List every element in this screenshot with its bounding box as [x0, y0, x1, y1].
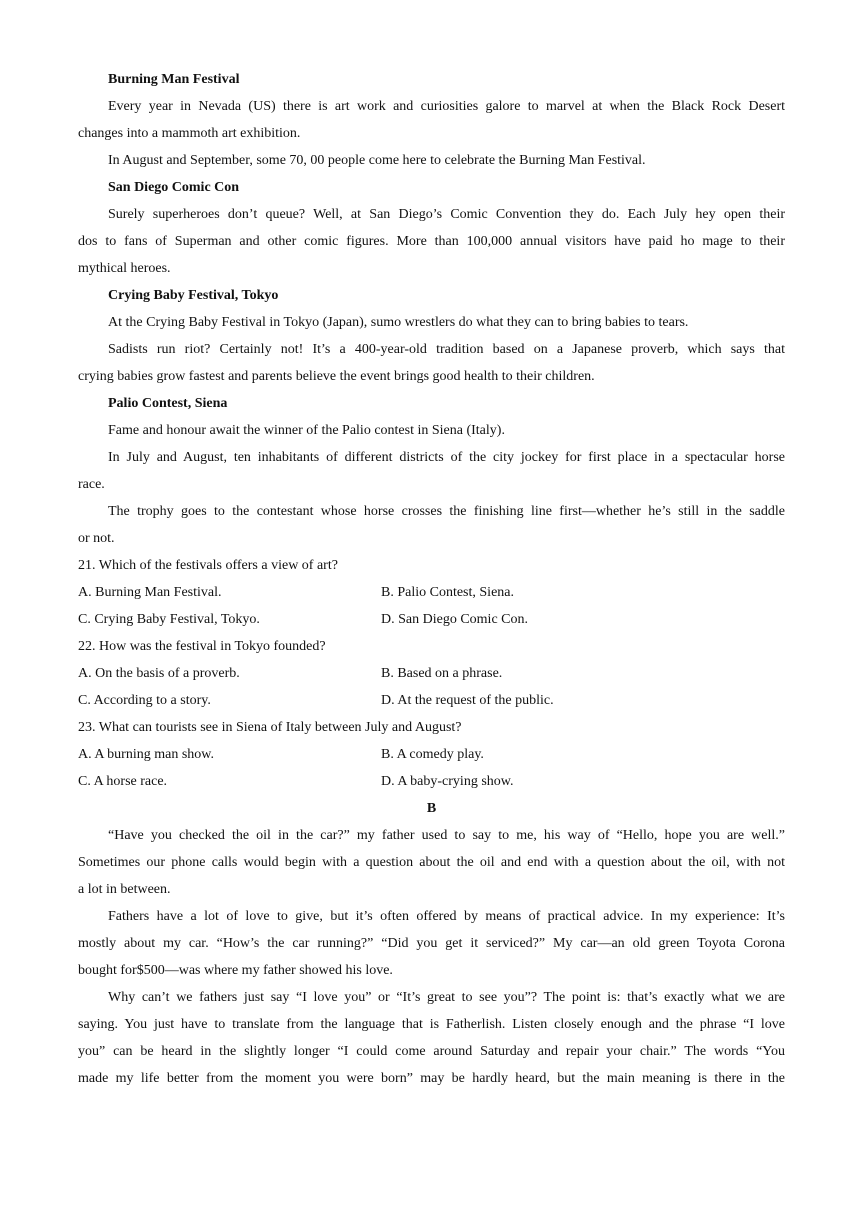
paragraph-line: made my life better from the moment you were born” may be hardly heard, but the main meaning is there in the: [78, 1071, 785, 1086]
paragraph-line: Fathers have a lot of love to give, but it’s often offered by means of practical advice. In my experience: It’s: [108, 909, 785, 924]
paragraph-line: changes into a mammoth art exhibition.: [78, 126, 301, 141]
option-c: C. According to a story.: [78, 693, 211, 708]
paragraph-line: In August and September, some 70, 00 people come here to celebrate the Burning Man Festival.: [108, 153, 646, 168]
heading-palio: Palio Contest, Siena: [108, 396, 228, 411]
option-b: B. Based on a phrase.: [381, 666, 503, 681]
passage-b-label: B: [426, 801, 437, 816]
question-22: 22. How was the festival in Tokyo founded?: [78, 639, 326, 654]
paragraph-line: crying babies grow fastest and parents believe the event brings good health to their children.: [78, 369, 595, 384]
heading-crying-baby: Crying Baby Festival, Tokyo: [108, 288, 279, 303]
option-b: B. A comedy play.: [381, 747, 484, 762]
document-page: [78, 66, 785, 1092]
paragraph-line: Fame and honour await the winner of the Palio contest in Siena (Italy).: [108, 423, 505, 438]
option-d: D. San Diego Comic Con.: [381, 612, 528, 627]
option-b: B. Palio Contest, Siena.: [381, 585, 514, 600]
paragraph-line: or not.: [78, 531, 115, 546]
paragraph-line: race.: [78, 477, 105, 492]
options-row: [78, 606, 785, 633]
paragraph-line: Surely superheroes don’t queue? Well, at San Diego’s Comic Convention they do. Each July hey open their: [108, 207, 785, 222]
options-row: [78, 687, 785, 714]
question-23: 23. What can tourists see in Siena of Italy between July and August?: [78, 720, 462, 735]
option-c: C. A horse race.: [78, 774, 168, 789]
paragraph-line: you” can be heard in the slightly longer “I could come around Saturday and repair your chair.” The words “You: [78, 1044, 785, 1059]
paragraph-line: The trophy goes to the contestant whose horse crosses the finishing line first—whether he’s still in the saddle: [108, 504, 785, 519]
option-a: A. On the basis of a proverb.: [78, 666, 240, 681]
paragraph-line: a lot in between.: [78, 882, 171, 897]
paragraph-line: In July and August, ten inhabitants of different districts of the city jockey for first place in a spectacular horse: [108, 450, 785, 465]
paragraph-line: Why can’t we fathers just say “I love you” or “It’s great to see you”? The point is: that’s exactly what we are: [108, 990, 785, 1005]
option-a: A. Burning Man Festival.: [78, 585, 222, 600]
option-d: D. At the request of the public.: [381, 693, 554, 708]
paragraph-line: mythical heroes.: [78, 261, 171, 276]
option-d: D. A baby-crying show.: [381, 774, 514, 789]
options-row: [78, 660, 785, 687]
paragraph-line: dos to fans of Superman and other comic figures. More than 100,000 annual visitors have paid ho mage to their: [78, 234, 785, 249]
options-row: [78, 768, 785, 795]
heading-comic-con: San Diego Comic Con: [108, 180, 240, 195]
option-c: C. Crying Baby Festival, Tokyo.: [78, 612, 260, 627]
options-row: [78, 579, 785, 606]
question-21: 21. Which of the festivals offers a view of art?: [78, 558, 338, 573]
heading-burning-man: Burning Man Festival: [108, 72, 240, 87]
paragraph-line: mostly about my car. “How’s the car running?” “Did you get it serviced?” My car—an old green Toyota Corona: [78, 936, 785, 951]
paragraph-line: Sometimes our phone calls would begin with a question about the oil and end with a question about the oil, with not: [78, 855, 785, 870]
paragraph-line: Every year in Nevada (US) there is art work and curiosities galore to marvel at when the Black Rock Desert: [108, 99, 785, 114]
options-row: [78, 741, 785, 768]
option-a: A. A burning man show.: [78, 747, 214, 762]
paragraph-line: bought for$500—was where my father showed his love.: [78, 963, 393, 978]
paragraph-line: Sadists run riot? Certainly not! It’s a 400-year-old tradition based on a Japanese proverb, which says that: [108, 342, 785, 357]
paragraph-line: “Have you checked the oil in the car?” my father used to say to me, his way of “Hello, hope you are well.”: [108, 828, 785, 843]
paragraph-line: At the Crying Baby Festival in Tokyo (Japan), sumo wrestlers do what they can to bring babies to tears.: [108, 315, 689, 330]
paragraph-line: saying. You just have to translate from the language that is Fatherlish. Listen closely enough and the phrase “I love: [78, 1017, 785, 1032]
